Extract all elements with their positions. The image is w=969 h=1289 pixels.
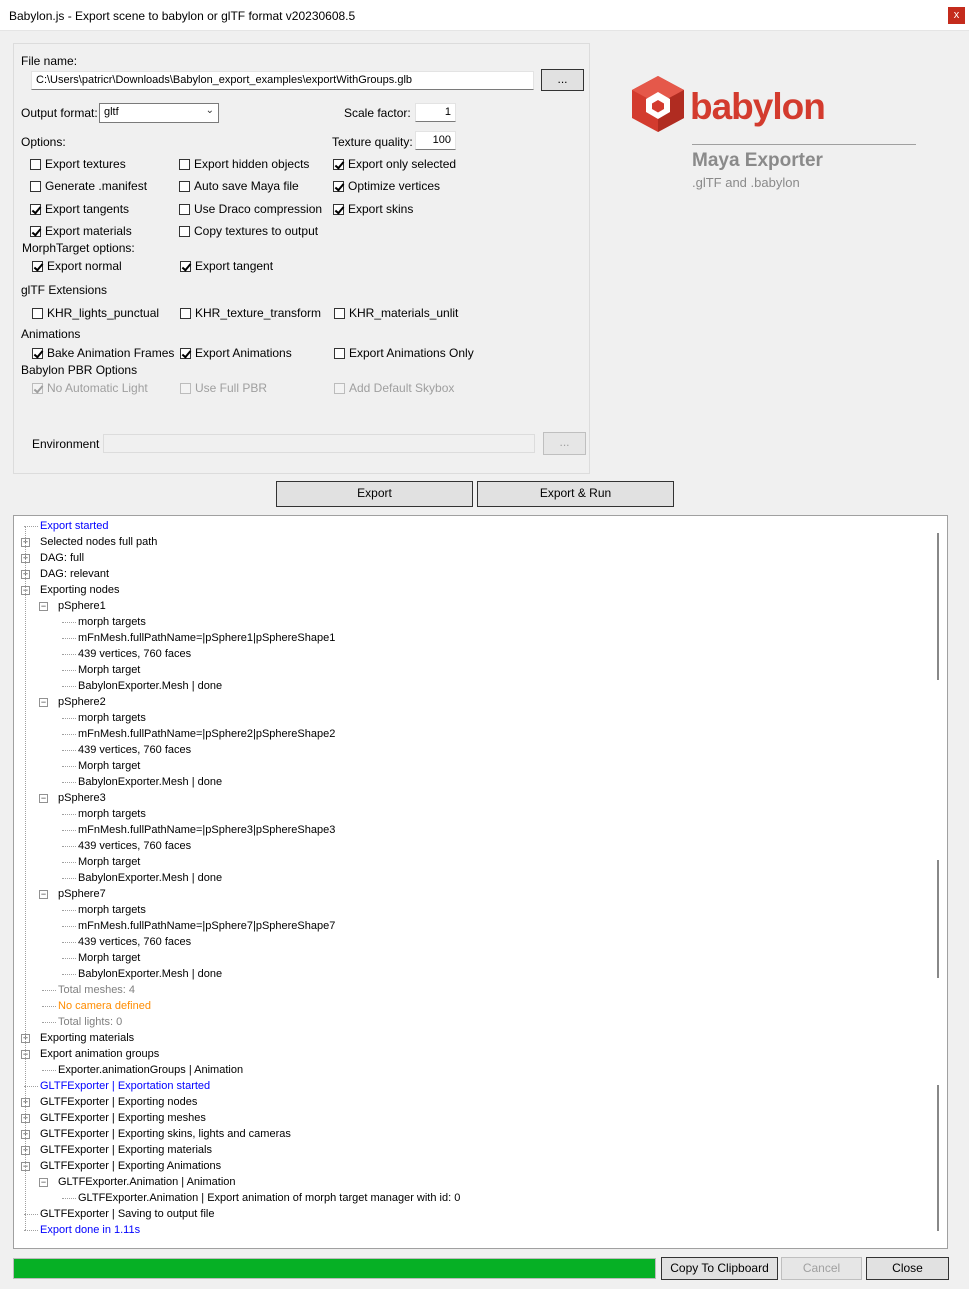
log-entry[interactable]: GLTFExporter | Exporting meshes xyxy=(40,1112,206,1124)
log-entry[interactable]: GLTFExporter | Exportation started xyxy=(40,1080,211,1092)
log-entry[interactable]: No camera defined xyxy=(58,1000,151,1012)
checkbox-optimize-vertices[interactable] xyxy=(333,179,440,193)
file-name-label: File name: xyxy=(21,54,78,68)
log-entry[interactable]: GLTFExporter.Animation | Animation xyxy=(58,1176,236,1188)
scale-factor-label: Scale factor: xyxy=(344,106,411,120)
expand-icon[interactable]: + xyxy=(22,569,29,579)
export-run-button[interactable]: Export & Run xyxy=(477,481,674,507)
scrollbar-thumb[interactable] xyxy=(937,1085,939,1231)
checkbox-label: Use Draco compression xyxy=(194,202,323,216)
checkbox-khr-materials-unlit[interactable] xyxy=(334,306,458,320)
log-entry[interactable]: morph targets xyxy=(78,808,146,820)
log-entry[interactable]: pSphere3 xyxy=(58,792,106,804)
tree-connector xyxy=(62,910,76,911)
log-entry[interactable]: 439 vertices, 760 faces xyxy=(78,648,192,660)
checkbox-label: Export materials xyxy=(45,224,132,238)
checkbox-box[interactable] xyxy=(333,159,344,170)
tree-connector xyxy=(42,1022,56,1023)
tree-connector xyxy=(62,942,76,943)
export-log-tree[interactable] xyxy=(13,515,948,1249)
checkbox-box[interactable] xyxy=(32,308,43,319)
checkbox-copy-textures-to-output[interactable] xyxy=(179,224,318,238)
tree-connector xyxy=(42,1070,56,1071)
expand-icon[interactable]: + xyxy=(22,1129,29,1139)
checkbox-label: Export skins xyxy=(348,202,414,216)
checkbox-label: Use Full PBR xyxy=(195,381,268,395)
tree-connector xyxy=(62,846,76,847)
pbr-options-label: Babylon PBR Options xyxy=(21,363,138,377)
tree-connector xyxy=(24,1086,38,1087)
checkbox-label: Export hidden objects xyxy=(194,157,310,171)
tree-connector xyxy=(62,1198,76,1199)
window-close-button[interactable]: x xyxy=(948,7,965,24)
log-entry[interactable]: 439 vertices, 760 faces xyxy=(78,936,192,948)
checkbox-use-draco-compression[interactable] xyxy=(179,202,322,216)
environment-input xyxy=(103,434,535,453)
checkbox-box[interactable] xyxy=(30,159,41,170)
checkbox-label: Add Default Skybox xyxy=(349,381,455,395)
gltf-extensions-label: glTF Extensions xyxy=(21,283,108,297)
tree-connector xyxy=(62,814,76,815)
checkbox-no-automatic-light xyxy=(32,381,148,395)
checkbox-box[interactable] xyxy=(180,261,191,272)
checkbox-label: Export normal xyxy=(47,259,122,273)
log-entry[interactable]: Exporting nodes xyxy=(40,584,120,596)
checkbox-box[interactable] xyxy=(179,159,190,170)
log-entry[interactable]: BabylonExporter.Mesh | done xyxy=(78,680,223,692)
checkbox-add-default-skybox xyxy=(334,381,454,395)
checkbox-generate-manifest[interactable] xyxy=(30,179,147,193)
collapse-icon[interactable]: − xyxy=(40,697,47,707)
copy-to-clipboard-button[interactable]: Copy To Clipboard xyxy=(661,1257,778,1280)
checkbox-box[interactable] xyxy=(333,204,344,215)
collapse-icon[interactable]: − xyxy=(40,793,47,803)
tree-connector xyxy=(62,830,76,831)
checkbox-box[interactable] xyxy=(180,308,191,319)
export-button[interactable]: Export xyxy=(276,481,473,507)
cancel-button: Cancel xyxy=(781,1257,862,1280)
checkbox-label: Generate .manifest xyxy=(45,179,148,193)
collapse-icon[interactable]: − xyxy=(22,585,29,595)
log-entry[interactable]: DAG: relevant xyxy=(40,568,110,580)
log-entry[interactable]: GLTFExporter | Exporting nodes xyxy=(40,1096,198,1108)
log-entry[interactable]: pSphere7 xyxy=(58,888,106,900)
checkbox-box[interactable] xyxy=(333,181,344,192)
log-entry[interactable]: morph targets xyxy=(78,712,146,724)
log-entry[interactable]: Exporting materials xyxy=(40,1032,135,1044)
log-entry[interactable]: morph targets xyxy=(78,616,146,628)
collapse-icon[interactable]: − xyxy=(22,1161,29,1171)
tree-connector xyxy=(62,622,76,623)
babylon-logo-icon xyxy=(630,74,686,137)
tree-connector xyxy=(62,862,76,863)
tree-connector xyxy=(62,686,76,687)
tree-connector xyxy=(62,878,76,879)
log-entry[interactable]: GLTFExporter.Animation | Export animation of morph target manager with id: 0 xyxy=(78,1192,461,1204)
brand-title: Maya Exporter xyxy=(692,150,823,171)
output-format-select[interactable] xyxy=(99,103,219,123)
expand-icon[interactable]: + xyxy=(22,1145,29,1155)
log-entry[interactable]: Morph target xyxy=(78,760,141,772)
log-entry[interactable]: BabylonExporter.Mesh | done xyxy=(78,968,223,980)
animations-label: Animations xyxy=(21,327,81,341)
tree-connector xyxy=(24,526,38,527)
checkbox-auto-save-maya-file[interactable] xyxy=(179,179,299,193)
expand-icon[interactable]: + xyxy=(22,1097,29,1107)
checkbox-box[interactable] xyxy=(32,261,43,272)
checkbox-box[interactable] xyxy=(30,181,41,192)
title-bar xyxy=(0,0,969,31)
checkbox-export-skins[interactable] xyxy=(333,202,413,216)
collapse-icon[interactable]: − xyxy=(40,889,47,899)
log-entry[interactable]: mFnMesh.fullPathName=|pSphere1|pSphereShape1 xyxy=(78,632,336,644)
checkbox-box xyxy=(334,383,345,394)
expand-icon[interactable]: + xyxy=(22,537,29,547)
morph-options-label: MorphTarget options: xyxy=(22,241,135,255)
log-entry[interactable]: Exporter.animationGroups | Animation xyxy=(58,1064,244,1076)
brand-subtitle: .glTF and .babylon xyxy=(692,175,800,190)
checkbox-export-animations-only[interactable] xyxy=(334,346,474,360)
collapse-icon[interactable]: − xyxy=(40,1177,47,1187)
log-entry[interactable]: DAG: full xyxy=(40,552,85,564)
log-entry[interactable]: Total meshes: 4 xyxy=(58,984,136,996)
brand-logo-text: babylon xyxy=(690,86,825,127)
checkbox-box[interactable] xyxy=(179,204,190,215)
checkbox-use-full-pbr xyxy=(180,381,267,395)
checkbox-bake-animation-frames[interactable] xyxy=(32,346,174,360)
output-format-label: Output format: xyxy=(21,106,98,120)
output-format-value: gltf xyxy=(104,106,119,118)
tree-connector xyxy=(42,1006,56,1007)
log-entry[interactable]: Export animation groups xyxy=(40,1048,160,1060)
log-entry[interactable]: Total lights: 0 xyxy=(58,1016,123,1028)
tree-connector xyxy=(62,638,76,639)
checkbox-box[interactable] xyxy=(30,226,41,237)
browse-environment-button: ... xyxy=(543,432,586,455)
scrollbar-thumb[interactable] xyxy=(937,860,939,978)
checkbox-khr-texture-transform[interactable] xyxy=(180,306,321,320)
expand-icon[interactable]: + xyxy=(22,1113,29,1123)
brand-divider xyxy=(692,144,916,145)
tree-connector xyxy=(62,766,76,767)
environment-label: Environment xyxy=(32,437,100,451)
checkbox-export-textures[interactable] xyxy=(30,157,126,171)
log-entry[interactable]: Morph target xyxy=(78,664,141,676)
collapse-icon[interactable]: − xyxy=(22,1049,29,1059)
tree-connector xyxy=(24,1230,38,1231)
checkbox-export-tangents[interactable] xyxy=(30,202,129,216)
log-entry[interactable]: pSphere2 xyxy=(58,696,106,708)
log-entry[interactable]: GLTFExporter | Saving to output file xyxy=(40,1208,215,1220)
checkbox-box[interactable] xyxy=(32,348,43,359)
texture-quality-input[interactable]: 100 xyxy=(415,131,456,150)
texture-quality-label: Texture quality: xyxy=(332,135,413,149)
checkbox-box[interactable] xyxy=(179,181,190,192)
tree-connector xyxy=(62,734,76,735)
expand-icon[interactable]: + xyxy=(22,1033,29,1043)
tree-connector xyxy=(62,958,76,959)
checkbox-label: KHR_materials_unlit xyxy=(349,306,459,320)
tree-connector xyxy=(62,654,76,655)
tree-connector xyxy=(62,750,76,751)
checkbox-box[interactable] xyxy=(180,348,191,359)
checkbox-label: Export tangents xyxy=(45,202,130,216)
checkbox-label: Export only selected xyxy=(348,157,457,171)
progress-fill xyxy=(14,1259,655,1278)
checkbox-label: Export Animations xyxy=(195,346,292,360)
tree-connector xyxy=(62,974,76,975)
log-entry[interactable]: Morph target xyxy=(78,856,141,868)
log-entry[interactable]: GLTFExporter | Exporting skins, lights and cameras xyxy=(40,1128,291,1140)
checkbox-label: Auto save Maya file xyxy=(194,179,299,193)
collapse-icon[interactable]: − xyxy=(40,601,47,611)
checkbox-export-animations[interactable] xyxy=(180,346,292,360)
log-entry[interactable]: Morph target xyxy=(78,952,141,964)
checkbox-box xyxy=(180,383,191,394)
browse-file-button[interactable]: ... xyxy=(541,69,584,91)
tree-guide-line xyxy=(25,526,26,1230)
tree-connector xyxy=(62,718,76,719)
tree-connector xyxy=(42,990,56,991)
checkbox-label: KHR_texture_transform xyxy=(195,306,322,320)
log-entry[interactable]: Export done in 1.11s xyxy=(40,1224,141,1236)
checkbox-label: KHR_lights_punctual xyxy=(47,306,160,320)
log-entry[interactable]: mFnMesh.fullPathName=|pSphere3|pSphereShape3 xyxy=(78,824,336,836)
log-entry[interactable]: 439 vertices, 760 faces xyxy=(78,840,192,852)
checkbox-box[interactable] xyxy=(30,204,41,215)
checkbox-label: Copy textures to output xyxy=(194,224,319,238)
tree-connector xyxy=(24,1214,38,1215)
close-button[interactable]: Close xyxy=(866,1257,949,1280)
options-label: Options: xyxy=(21,135,66,149)
log-entry[interactable]: BabylonExporter.Mesh | done xyxy=(78,776,223,788)
checkbox-box[interactable] xyxy=(334,348,345,359)
checkbox-export-only-selected[interactable] xyxy=(333,157,456,171)
log-entry[interactable]: morph targets xyxy=(78,904,146,916)
log-entry[interactable]: BabylonExporter.Mesh | done xyxy=(78,872,223,884)
checkbox-box[interactable] xyxy=(334,308,345,319)
checkbox-label: Bake Animation Frames xyxy=(47,346,175,360)
checkbox-box[interactable] xyxy=(179,226,190,237)
checkbox-label: Export textures xyxy=(45,157,126,171)
checkbox-label: Export Animations Only xyxy=(349,346,474,360)
log-entry[interactable]: mFnMesh.fullPathName=|pSphere7|pSphereShape7 xyxy=(78,920,336,932)
log-entry[interactable]: pSphere1 xyxy=(58,600,106,612)
scrollbar-thumb[interactable] xyxy=(937,533,939,680)
log-entry[interactable]: 439 vertices, 760 faces xyxy=(78,744,192,756)
log-entry[interactable]: Export started xyxy=(40,520,109,532)
checkbox-export-normal[interactable] xyxy=(32,259,122,273)
chevron-down-icon: ⌄ xyxy=(205,105,214,116)
file-name-input[interactable]: C:\Users\patricr\Downloads\Babylon_export_examples\exportWithGroups.glb xyxy=(31,71,534,90)
checkbox-box xyxy=(32,383,43,394)
scale-factor-input[interactable]: 1 xyxy=(415,103,456,122)
checkbox-label: No Automatic Light xyxy=(47,381,148,395)
tree-connector xyxy=(62,670,76,671)
tree-connector xyxy=(62,926,76,927)
checkbox-khr-lights-punctual[interactable] xyxy=(32,306,159,320)
checkbox-label: Optimize vertices xyxy=(348,179,441,193)
window-title: Babylon.js - Export scene to babylon or glTF format v20230608.5 xyxy=(9,9,356,23)
log-entry[interactable]: mFnMesh.fullPathName=|pSphere2|pSphereShape2 xyxy=(78,728,336,740)
tree-connector xyxy=(62,782,76,783)
checkbox-export-materials[interactable] xyxy=(30,224,132,238)
checkbox-label: Export tangent xyxy=(195,259,274,273)
checkbox-export-hidden-objects[interactable] xyxy=(179,157,309,171)
log-entry[interactable]: GLTFExporter | Exporting Animations xyxy=(40,1160,222,1172)
log-entry[interactable]: Selected nodes full path xyxy=(40,536,158,548)
log-entry[interactable]: GLTFExporter | Exporting materials xyxy=(40,1144,212,1156)
checkbox-export-tangent[interactable] xyxy=(180,259,273,273)
expand-icon[interactable]: + xyxy=(22,553,29,563)
export-progress-bar xyxy=(13,1258,656,1279)
